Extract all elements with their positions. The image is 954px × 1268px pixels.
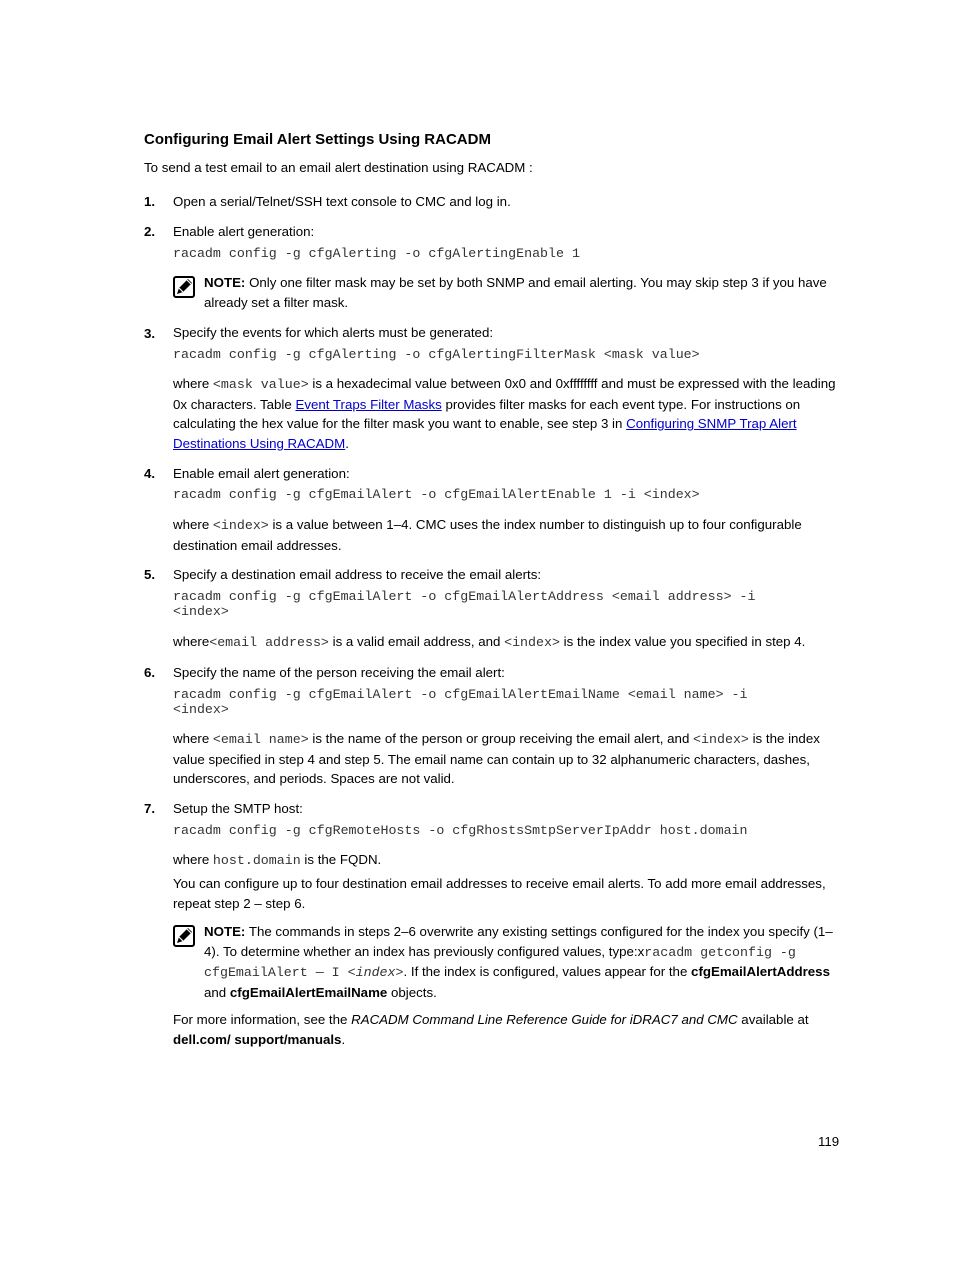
support-url: dell.com/ support/manuals (173, 1031, 342, 1047)
explanation-text: is the FQDN. (300, 852, 382, 867)
index-code: <index> (212, 518, 269, 533)
step-3-command: racadm config -g cfgAlerting -o cfgAlertingFilterMask <mask value> (173, 347, 700, 362)
step-1-number: 1. (144, 194, 156, 209)
email-address-code: <email address> (209, 635, 329, 650)
note-overwrite (204, 922, 844, 1002)
step-7-text: Setup the SMTP host: (173, 801, 303, 816)
step-2-text: Enable alert generation: (173, 224, 315, 239)
step-1-text: Open a serial/Telnet/SSH text console to CMC and log in. (173, 194, 511, 209)
mask-value-code: <mask value> (212, 377, 309, 392)
page-number: 119 (818, 1134, 840, 1149)
note-text: Only one filter mask may be set by both SNMP and email alerting. You may skip step 3 if you have already set a filter mask. (204, 275, 827, 310)
configuring-snmp-trap-link[interactable]: Configuring SNMP Trap Alert Destinations Using RACADM (173, 416, 797, 451)
note-text: . If the index is configured, values appear for the (403, 964, 692, 979)
more-info-paragraph (173, 1010, 838, 1049)
step-6-number: 6. (144, 665, 156, 680)
step-7-paragraph: You can configure up to four destination email addresses to receive email alerts. To add more email addresses, repeat step 2 – step 6. (173, 876, 826, 911)
getconfig-code: racadm getconfig -g cfgEmailAlert — I (204, 944, 796, 980)
note-text: and (204, 984, 230, 1000)
step-3-text: Specify the events for which alerts must be generated: (173, 325, 494, 340)
step-7-explanation (173, 850, 838, 871)
step-3-explanation (173, 374, 838, 453)
email-name-code: <email name> (212, 732, 309, 747)
where-text: where (173, 376, 213, 391)
step-5-text: Specify a destination email address to receive the email alerts: (173, 567, 542, 582)
more-info-text: For more information, see the (173, 1012, 352, 1027)
where-text: where (173, 517, 213, 532)
index-code: <index> (347, 965, 404, 980)
explanation-text: is the name of the person or group receiving the email alert, and (308, 731, 694, 746)
cfg-email-alert-address: cfgEmailAlertAddress (691, 964, 830, 979)
note-text: objects. (387, 984, 437, 1000)
note-label: NOTE: (204, 275, 246, 290)
pencil-note-icon (173, 925, 195, 947)
explanation-text: is the index value you specified in step 4. (559, 634, 806, 649)
explanation-text: is a value between 1–4. CMC uses the index number to distinguish up to four configurable destination email addresses. (173, 517, 802, 553)
period: . (341, 1031, 346, 1047)
explanation-text: is a hexadecimal value between 0x0 and 0xffffffff and must be expressed with the leading 0x characters. Table (173, 376, 836, 412)
step-4-text: Enable email alert generation: (173, 466, 350, 481)
step-4-command: racadm config -g cfgEmailAlert -o cfgEmailAlertEnable 1 -i <index> (173, 487, 700, 502)
index-code: <index> (693, 732, 749, 747)
guide-title: RACADM Command Line Reference Guide for iDRAC7 and CMC (351, 1012, 738, 1027)
intro-text: To send a test email to an email alert destination using RACADM : (144, 160, 533, 175)
pencil-note-icon (173, 276, 195, 298)
step-5-explanation (173, 632, 838, 653)
note-label: NOTE: (204, 924, 246, 939)
step-3-number: 3. (144, 326, 156, 341)
where-text: where (173, 852, 213, 867)
step-7-number: 7. (144, 801, 156, 816)
section-heading: Configuring Email Alert Settings Using RACADM (144, 131, 491, 148)
note-filter-mask (204, 273, 844, 312)
event-traps-filter-masks-link[interactable]: Event Traps Filter Masks (295, 396, 442, 412)
explanation-text: provides filter masks for each event type. For instructions on calculating the hex value for the filter mask you want to enable, see step 3 in (173, 396, 801, 431)
step-2-command: racadm config -g cfgAlerting -o cfgAlertingEnable 1 (173, 246, 580, 261)
explanation-text: is the index value specified in step 4 and step 5. The email name can contain up to 32 alphanumeric characters, dashes, underscores, and periods. Spaces are not valid. (173, 731, 820, 786)
where-text: where (173, 731, 213, 746)
note-text: The commands in steps 2–6 overwrite any existing settings configured for the index you specify (1–4). To determine whether an index has previously configured values, type:x (204, 924, 833, 959)
step-4-number: 4. (144, 466, 156, 481)
explanation-text: is a valid email address, and (328, 634, 505, 649)
step-5-command: racadm config -g cfgEmailAlert -o cfgEmailAlertAddress <email address> -i <index> (173, 589, 756, 619)
step-6-text: Specify the name of the person receiving the email alert: (173, 665, 505, 680)
step-5-number: 5. (144, 567, 156, 582)
index-code: <index> (504, 635, 560, 650)
step-6-command: racadm config -g cfgEmailAlert -o cfgEmailAlertEmailName <email name> -i <index> (173, 687, 748, 717)
more-info-text: available at (737, 1012, 809, 1027)
where-text: where (173, 634, 210, 649)
host-domain-code: host.domain (212, 853, 301, 868)
step-2-number: 2. (144, 224, 156, 239)
cfg-email-alert-email-name: cfgEmailAlertEmailName (229, 984, 388, 1000)
step-7-command: racadm config -g cfgRemoteHosts -o cfgRhostsSmtpServerIpAddr host.domain (173, 823, 748, 838)
step-6-explanation (173, 729, 838, 789)
period: . (345, 435, 349, 451)
step-4-explanation (173, 515, 838, 555)
